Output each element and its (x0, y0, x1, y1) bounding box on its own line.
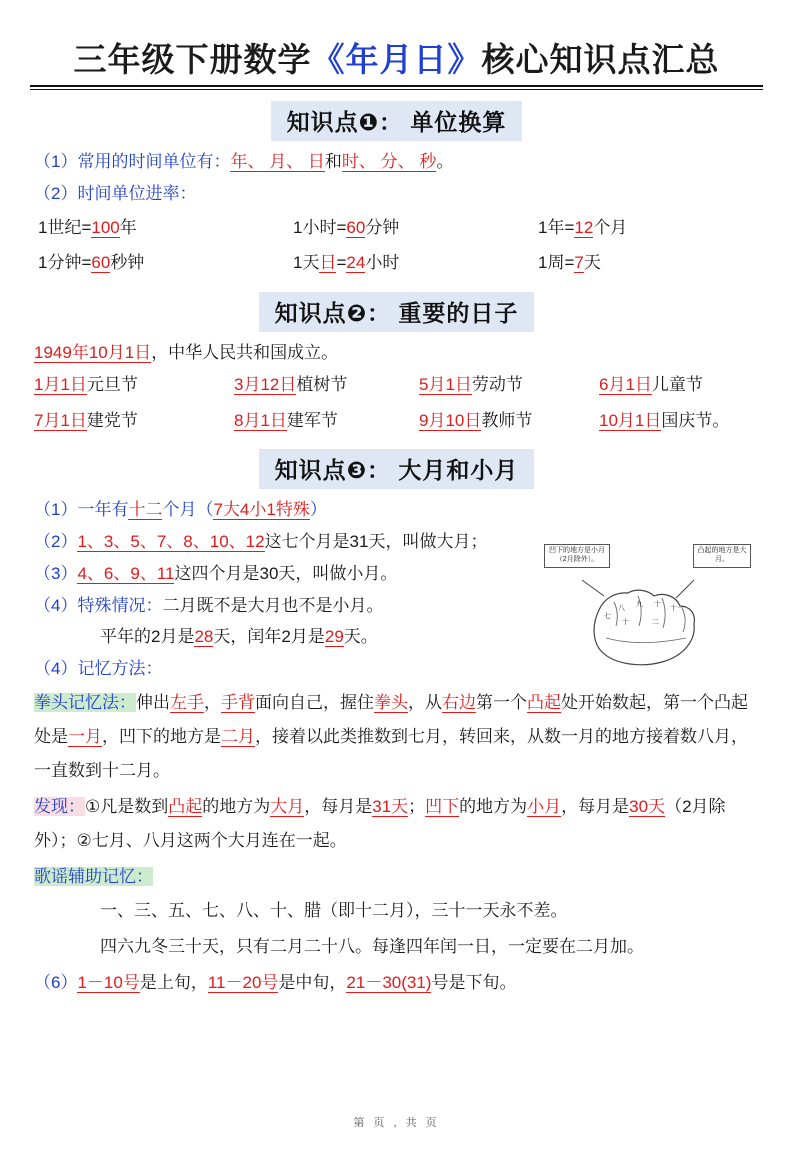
find-t3: ，每月是 (304, 796, 373, 816)
conv-post: 秒钟 (110, 253, 145, 273)
festival-item (599, 370, 759, 400)
months-count-red2: 7大4小1特殊 (213, 500, 310, 520)
months-count-label: （1）一年有 (34, 500, 129, 520)
conv-pre: 1周= (538, 253, 575, 273)
conversion-item (538, 213, 759, 243)
feb-mid: 天，闰年2月是 (213, 627, 325, 647)
unit-list-line (34, 147, 759, 177)
big-months-red: 1、3、5、7、8、10、12 (77, 532, 265, 551)
fist-r6: 一月 (68, 726, 102, 746)
festival-grid (34, 370, 759, 436)
conversion-item (293, 248, 538, 278)
conv-num: 7 (574, 253, 584, 273)
feb-pre: 平年的2月是 (100, 627, 195, 647)
fist-t6: 处开始数起，第一个凸起处是 (34, 692, 748, 746)
fist-r5: 凸起 (527, 692, 561, 712)
decade-r2: 11－20号 (207, 972, 279, 992)
unit-list-label: （1）常用的时间单位有： (34, 152, 231, 171)
conv-pre: 1天 (293, 253, 320, 273)
festival-item (234, 406, 419, 436)
song-line-2 (100, 930, 759, 964)
section-1-heading (0, 101, 793, 141)
conv-num: 100 (91, 217, 120, 237)
festival-name: 建军节 (286, 410, 338, 430)
fist-method-label: 拳头记忆法： (34, 692, 136, 712)
section-2-body (0, 338, 793, 435)
section-3-heading-text: 知识点❸： 大月和小月 (259, 449, 535, 489)
festival-date: 5月1日 (419, 374, 472, 394)
find-t2: 的地方为 (202, 796, 271, 816)
small-months-text: 这四个月是30天，叫做小月。 (174, 563, 398, 583)
conversion-item (538, 248, 759, 278)
svg-text:七: 七 (604, 613, 611, 620)
section-2-heading-text: 知识点❷： 重要的日子 (259, 292, 535, 332)
song-line-1-text: 一、三、五、七、八、十、腊（即十二月），三十一天永不差。 (100, 900, 568, 920)
section-1-heading-text: 知识点❶： 单位换算 (271, 101, 523, 141)
festival-date: 8月1日 (234, 410, 287, 430)
feb-leap-days: 29 (324, 627, 344, 647)
conv-pre: 1世纪= (38, 217, 92, 237)
festival-item (419, 370, 599, 400)
decade-t2: 是中旬， (278, 972, 347, 992)
song-label-line (34, 862, 759, 892)
decade-line (34, 966, 759, 1000)
section-2-heading (0, 292, 793, 332)
find-r5: 小月 (527, 796, 562, 816)
song-line-2-text: 四六九冬三十天，只有二月二十八。每逢四年闰一日，一定要在二月加。 (100, 936, 644, 956)
festival-date: 1月1日 (34, 374, 87, 394)
svg-text:八: 八 (618, 605, 625, 612)
fist-illustration (544, 544, 759, 669)
big-months-line (34, 527, 594, 557)
decade-t1: 是上旬， (139, 972, 208, 992)
festival-name: 植树节 (296, 374, 348, 394)
conv-num: 12 (574, 217, 594, 237)
svg-text:十: 十 (622, 619, 629, 626)
memory-method-label: （4）记忆方法： (34, 659, 163, 678)
section-3-heading (0, 449, 793, 489)
unit-list-mid: 和 (324, 152, 342, 171)
festival-name: 儿童节 (651, 374, 703, 394)
conv-pre: 1分钟= (38, 253, 92, 273)
small-months-label: （3） (34, 563, 78, 583)
song-line-1 (100, 894, 759, 928)
decade-r3: 21－30(31) (346, 972, 432, 992)
decade-label: （6） (34, 972, 78, 992)
festival-item (599, 406, 759, 436)
title-part1: 三年级下册数学 (73, 40, 312, 79)
festival-name: 教师节 (481, 410, 533, 430)
festival-name: 劳动节 (471, 374, 523, 394)
find-r3: 31天 (372, 796, 409, 816)
conv-post: 年 (119, 217, 137, 237)
festival-item (34, 370, 234, 400)
section-1-body (0, 147, 793, 278)
conv-post: 小时 (365, 253, 400, 273)
find-r4: 凹下 (425, 796, 460, 816)
finding-paragraph (34, 790, 759, 858)
svg-text:九: 九 (636, 601, 643, 608)
months-count-end: ） (309, 500, 327, 520)
months-count-mid: 个月（ (162, 500, 214, 520)
conversion-item (293, 213, 538, 243)
find-t7: （2月除外）；②七月、八月这两个大月连在一起。 (34, 796, 726, 850)
conversion-item (38, 213, 293, 243)
title-part2: 《年月日》 (311, 40, 482, 79)
festival-date: 9月10日 (419, 410, 482, 430)
special-case-text: 二月既不是大月也不是小月。 (162, 595, 384, 615)
conv-eq: = (336, 253, 347, 273)
fist-method-paragraph (34, 686, 759, 788)
festival-date: 10月1日 (599, 410, 662, 430)
special-case-label: （4）特殊情况： (34, 595, 163, 615)
rate-label-line (34, 179, 759, 209)
conv-pre: 1年= (538, 217, 575, 237)
conversion-grid (38, 213, 759, 279)
song-label: 歌谣辅助记忆： (34, 866, 153, 886)
unit-list-red1: 年、 月、 日 (230, 152, 325, 171)
unit-list-red2: 时、 分、 秒 (341, 152, 437, 171)
fist-t5: 第一个 (476, 692, 527, 712)
find-t1: ①凡是数到 (85, 796, 169, 816)
small-months-line (34, 559, 594, 589)
fist-t4: ，从 (408, 692, 442, 712)
conv-post: 个月 (593, 217, 628, 237)
conversion-item (38, 248, 293, 278)
conv-num: 24 (346, 253, 366, 273)
svg-text:十: 十 (654, 601, 661, 608)
conv-num: 60 (91, 253, 111, 273)
fist-r1: 左手 (170, 692, 204, 712)
founding-text: ，中华人民共和国成立。 (151, 343, 339, 362)
unit-list-end: 。 (436, 152, 454, 171)
fist-r4: 右边 (442, 692, 476, 712)
conv-mid: 日 (319, 253, 337, 273)
find-t6: ，每月是 (561, 796, 630, 816)
conv-num: 60 (346, 217, 366, 237)
months-count-red: 十二 (128, 500, 163, 520)
find-r1: 凸起 (168, 796, 203, 816)
festival-date: 6月1日 (599, 374, 652, 394)
festival-date: 3月12日 (234, 374, 297, 394)
fist-r3: 拳头 (374, 692, 408, 712)
svg-text:十一: 十一 (670, 605, 684, 612)
document-page (0, 34, 793, 1156)
fist-r7: 二月 (221, 726, 255, 746)
fist-r2: 手背 (221, 692, 255, 712)
rate-label: （2）时间单位进率： (34, 183, 197, 203)
callout-small-months: 凹下的地方是小月（2月除外）。 (544, 544, 610, 568)
find-t4: ； (408, 796, 426, 816)
find-r6: 30天 (629, 796, 666, 816)
callout-big-months: 凸起的地方是大月。 (693, 544, 751, 568)
page-title (30, 34, 763, 87)
fist-t2: ， (204, 692, 221, 712)
page-footer: 第 页 , 共 页 (353, 1117, 440, 1129)
find-t5: 的地方为 (459, 796, 528, 816)
festival-item (419, 406, 599, 436)
big-months-label: （2） (34, 532, 78, 551)
big-months-text: 这七个月是31天，叫做大月； (264, 532, 488, 551)
find-r2: 大月 (270, 796, 305, 816)
feb-end: 天。 (343, 627, 378, 647)
fist-t3: 面向自己，握住 (255, 692, 374, 712)
svg-text:二: 二 (652, 619, 659, 626)
decade-r1: 1－10号 (77, 972, 140, 992)
fist-t8: ，接着以此类推数到七月，转回来，从数一月的地方接着数八月，一直数到十二月。 (34, 726, 748, 780)
decade-t3: 号是下旬。 (431, 972, 517, 992)
finding-label: 发现： (34, 796, 85, 816)
festival-item (234, 370, 419, 400)
festival-date: 7月1日 (34, 410, 87, 430)
festival-name: 国庆节。 (661, 410, 730, 430)
title-part3: 核心知识点汇总 (481, 40, 720, 79)
months-count-line (34, 495, 759, 525)
conv-pre: 1小时= (293, 217, 347, 237)
small-months-red: 4、6、9、11 (77, 563, 175, 583)
fist-t7: ，凹下的地方是 (102, 726, 221, 746)
festival-item (34, 406, 234, 436)
founding-line (34, 338, 759, 368)
feb-normal-days: 28 (194, 627, 214, 647)
founding-date: 1949年10月1日 (34, 343, 152, 362)
festival-name: 建党节 (86, 410, 138, 430)
conv-post: 天 (583, 253, 601, 273)
fist-t1: 伸出 (136, 692, 170, 712)
conv-post: 分钟 (365, 217, 400, 237)
festival-name: 元旦节 (86, 374, 138, 394)
